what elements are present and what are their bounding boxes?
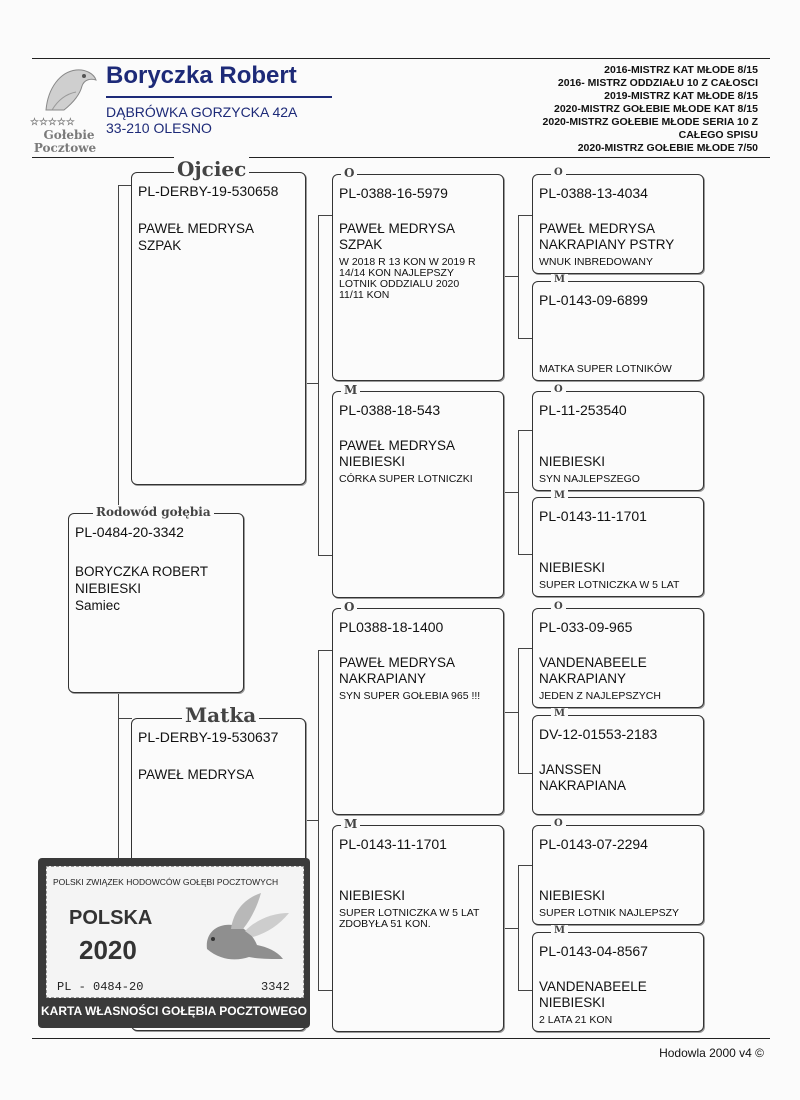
father-father-note: 14/14 KON NAJLEPSZY xyxy=(339,267,454,279)
fmm-ring: PL-0143-11-1701 xyxy=(539,508,647,524)
card-face xyxy=(46,866,304,998)
fmm-label: M xyxy=(551,490,568,501)
fmm-box xyxy=(532,490,704,597)
connector xyxy=(118,185,119,513)
ownership-card xyxy=(38,858,310,1028)
mother-mother-line1: NIEBIESKI xyxy=(339,888,406,903)
pigeon-logo-icon xyxy=(38,64,98,116)
achievement: 2020-MISTRZ GOŁEBIE MŁODE 7/50 xyxy=(577,142,758,154)
mother-father-line2: NAKRAPIANY xyxy=(339,671,427,686)
mff-ring: PL-033-09-965 xyxy=(539,619,633,635)
ffm-ring: PL-0143-09-6899 xyxy=(539,292,648,308)
fff-note: WNUK INBREDOWANY xyxy=(539,256,653,268)
mmf-line1: NIEBIESKI xyxy=(539,888,606,903)
connector xyxy=(503,712,518,713)
connector xyxy=(503,276,518,277)
achievement: 2020-MISTRZ GOŁEBIE MŁODE SERIA 10 Z xyxy=(542,116,758,128)
breeder-name: Boryczka Robert xyxy=(106,62,297,89)
header-bottom-rule xyxy=(32,157,770,158)
father-father-note: 11/11 KON xyxy=(339,289,390,301)
connector xyxy=(518,430,532,431)
mother-father-box xyxy=(332,600,504,815)
ffm-note: MATKA SUPER LOTNIKÓW xyxy=(539,363,672,375)
connector xyxy=(318,215,332,216)
subject-line1: BORYCZKA ROBERT xyxy=(75,564,209,579)
father-line1: PAWEŁ MEDRYSA xyxy=(138,221,255,236)
connector xyxy=(518,648,532,649)
mother-mother-box xyxy=(332,817,504,1032)
connector xyxy=(503,492,518,493)
card-year: 2020 xyxy=(79,935,137,965)
ffm-label: M xyxy=(551,274,568,285)
logo xyxy=(32,64,102,154)
mmf-ring: PL-0143-07-2294 xyxy=(539,836,648,852)
mmm-ring: PL-0143-04-8567 xyxy=(539,943,648,959)
logo-line1: Gołebie xyxy=(43,128,95,142)
connector xyxy=(318,990,332,991)
mother-father-note: SYN SUPER GOŁEBIA 965 !!! xyxy=(339,690,481,702)
father-box xyxy=(131,157,306,485)
fmm-note: SUPER LOTNICZKA W 5 LAT xyxy=(539,579,680,591)
subject-line3: Samiec xyxy=(75,598,121,613)
mother-mother-note: SUPER LOTNICZKA W 5 LAT xyxy=(339,907,480,919)
father-father-box xyxy=(332,166,504,381)
mfm-line1: JANSSEN xyxy=(539,762,602,777)
mother-father-line1: PAWEŁ MEDRYSA xyxy=(339,655,456,670)
mother-mother-label: M xyxy=(341,817,360,831)
achievement: 2019-MISTRZ KAT MŁODE 8/15 xyxy=(604,90,758,102)
address-line2: 33-210 OLESNO xyxy=(106,120,212,136)
mother-father-label: O xyxy=(341,600,357,614)
connector xyxy=(518,990,532,991)
mother-ring: PL-DERBY-19-530637 xyxy=(138,729,279,745)
mfm-box xyxy=(532,708,704,815)
father-father-ring: PL-0388-16-5979 xyxy=(339,185,448,201)
achievement: CAŁEGO SPISU xyxy=(678,129,758,141)
mfm-ring: DV-12-01553-2183 xyxy=(539,726,658,742)
connector xyxy=(518,338,532,339)
father-mother-box xyxy=(332,383,504,598)
card-ring-left: PL - 0484-20 xyxy=(57,980,144,994)
card-title: KARTA WŁASNOŚCI GOŁĘBIA POCZTOWEGO xyxy=(41,1004,307,1018)
mfm-line2: NAKRAPIANA xyxy=(539,778,627,793)
connector xyxy=(318,215,319,555)
connector xyxy=(305,820,318,821)
connector xyxy=(318,555,332,556)
connector xyxy=(503,928,518,929)
connector xyxy=(518,554,532,555)
fmf-ring: PL-11-253540 xyxy=(539,402,627,418)
connector xyxy=(518,430,519,554)
card-country: POLSKA xyxy=(69,907,153,929)
mmf-label: O xyxy=(551,818,566,829)
fff-line1: PAWEŁ MEDRYSA xyxy=(539,221,656,236)
mmm-label: M xyxy=(551,925,568,936)
footer: Hodowla 2000 v4 © xyxy=(659,1046,764,1060)
fff-label: O xyxy=(551,167,566,178)
mother-line1: PAWEŁ MEDRYSA xyxy=(138,767,255,782)
top-rule xyxy=(32,58,770,59)
mother-mother-note: ZDOBYŁA 51 KON. xyxy=(339,918,431,930)
logo-line2: Pocztowe xyxy=(33,141,97,155)
mmm-line1: VANDENABEELE xyxy=(539,979,647,994)
fff-line2: NAKRAPIANY PSTRY xyxy=(539,237,675,252)
father-label: Ojciec xyxy=(174,157,249,181)
connector xyxy=(518,648,519,773)
connector xyxy=(305,383,318,384)
fmf-note: SYN NAJLEPSZEGO xyxy=(539,473,640,485)
bottom-rule xyxy=(32,1038,770,1039)
connector xyxy=(318,650,332,651)
name-underline xyxy=(106,96,332,98)
achievement: 2016- MISTRZ ODDZIAŁU 10 Z CAŁOSCI xyxy=(557,77,758,89)
father-father-note: LOTNIK ODDZIALU 2020 xyxy=(339,278,460,290)
fff-ring: PL-0388-13-4034 xyxy=(539,185,648,201)
logo-stars: ☆☆☆☆☆ xyxy=(30,117,75,128)
mmm-line2: NIEBIESKI xyxy=(539,995,606,1010)
father-mother-note: CÓRKA SUPER LOTNICZKI xyxy=(339,473,473,485)
mmf-box xyxy=(532,818,704,925)
father-father-line1: PAWEŁ MEDRYSA xyxy=(339,221,456,236)
connector xyxy=(518,865,532,866)
connector xyxy=(518,865,519,990)
connector xyxy=(518,773,532,774)
father-father-label: O xyxy=(341,166,357,180)
ffm-box xyxy=(532,274,704,381)
mff-line1: VANDENABEELE xyxy=(539,655,647,670)
mmm-note: 2 LATA 21 KON xyxy=(539,1014,613,1026)
mfm-label: M xyxy=(551,708,568,719)
connector xyxy=(118,718,132,719)
fff-box xyxy=(532,167,704,274)
card-org: POLSKI ZWIĄZEK HODOWCÓW GOŁĘBI POCZTOWYCH xyxy=(53,877,279,887)
connector xyxy=(518,215,519,338)
father-line2: SZPAK xyxy=(138,238,182,253)
achievement: 2020-MISTRZ GOŁEBIE MŁODE KAT 8/15 xyxy=(553,103,758,115)
mff-label: O xyxy=(551,601,566,612)
father-father-note: W 2018 R 13 KON W 2019 R xyxy=(339,256,476,268)
mff-box xyxy=(532,601,704,708)
connector xyxy=(318,650,319,990)
father-mother-label: M xyxy=(341,383,360,397)
fmf-line1: NIEBIESKI xyxy=(539,454,606,469)
connector xyxy=(518,215,532,216)
fmf-label: O xyxy=(551,384,566,395)
pigeon-icon xyxy=(187,889,297,979)
achievement: 2016-MISTRZ KAT MŁODE 8/15 xyxy=(604,64,758,76)
connector xyxy=(118,185,132,186)
subject-ring: PL-0484-20-3342 xyxy=(75,524,184,540)
father-father-line2: SZPAK xyxy=(339,237,383,252)
mff-note: JEDEN Z NAJLEPSZYCH xyxy=(539,690,661,702)
subject-box xyxy=(68,505,244,693)
card-ring-right: 3342 xyxy=(261,980,290,994)
fmm-line1: NIEBIESKI xyxy=(539,560,606,575)
address-line1: DĄBRÓWKA GORZYCKA 42A xyxy=(106,104,298,120)
mother-label: Matka xyxy=(182,703,259,727)
father-mother-line1: PAWEŁ MEDRYSA xyxy=(339,438,456,453)
father-ring: PL-DERBY-19-530658 xyxy=(138,183,279,199)
mmf-note: SUPER LOTNIK NAJLEPSZY xyxy=(539,907,680,919)
subject-line2: NIEBIESKI xyxy=(75,581,142,596)
father-mother-ring: PL-0388-18-543 xyxy=(339,402,441,418)
subject-label: Rodowód gołębia xyxy=(93,505,214,519)
mff-line2: NAKRAPIANY xyxy=(539,671,627,686)
father-mother-line2: NIEBIESKI xyxy=(339,454,406,469)
mother-father-ring: PL0388-18-1400 xyxy=(339,619,444,635)
fmf-box xyxy=(532,384,704,491)
mother-mother-ring: PL-0143-11-1701 xyxy=(339,836,447,852)
mmm-box xyxy=(532,925,704,1032)
